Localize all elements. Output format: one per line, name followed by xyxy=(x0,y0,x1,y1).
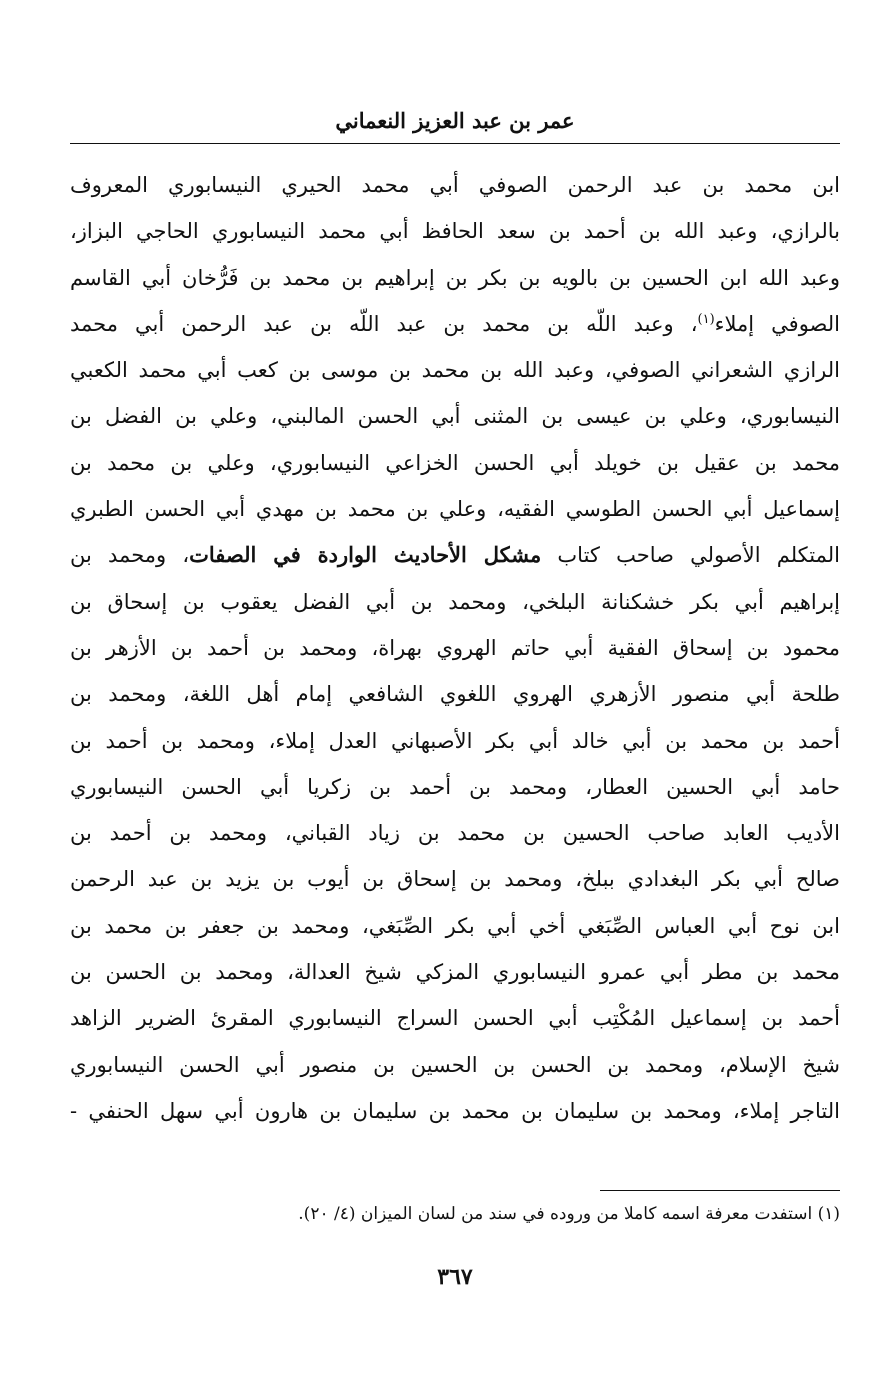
running-header: عمر بن عبد العزيز النعماني xyxy=(335,108,575,133)
footnote-rule xyxy=(600,1190,840,1191)
footnote-reference[interactable]: (١) xyxy=(697,311,715,327)
text-line: أحمد بن إسماعيل المُكْتِب أبي الحسن السراج النيسابوري المقرئ الضرير الزاهد xyxy=(70,1006,840,1031)
text-line xyxy=(70,532,840,578)
text-line: أحمد بن محمد بن أبي خالد أبي بكر الأصبهاني العدل إملاء، ومحمد بن أحمد بن xyxy=(70,728,840,753)
text-segment: الصوفي إملاء xyxy=(714,311,840,336)
text-line: شيخ الإسلام، ومحمد بن الحسن بن الحسين بن منصور أبي الحسن النيسابوري xyxy=(70,1052,840,1077)
text-line: ابن نوح أبي العباس الصِّبَغي أخي أبي بكر الصِّبَغي، ومحمد بن جعفر بن محمد بن xyxy=(70,913,840,938)
text-segment: ، ومحمد بن xyxy=(70,543,190,568)
text-segment: المتكلم الأصولي صاحب كتاب xyxy=(541,543,840,568)
text-line: ابن محمد بن عبد الرحمن الصوفي أبي محمد الحيري النيسابوري المعروف xyxy=(70,173,840,197)
text-line: النيسابوري، وعلي بن عيسى بن المثنى أبي الحسن المالبني، وعلي بن الفضل بن xyxy=(70,404,840,429)
text-line xyxy=(70,301,840,347)
text-line: بالرازي، وعبد الله بن أحمد بن سعد الحافظ أبي محمد النيسابوري الحاجي البزاز، xyxy=(70,219,840,244)
body-text xyxy=(70,162,840,1134)
book-title: مشكل الأحاديث الواردة في الصفات xyxy=(189,542,542,568)
text-line: إسماعيل أبي الحسن الطوسي الفقيه، وعلي بن محمد بن مهدي أبي الحسن الطبري xyxy=(70,497,840,522)
text-line: الرازي الشعراني الصوفي، وعبد الله بن محمد بن موسى بن كعب أبي محمد الكعبي xyxy=(70,358,840,383)
text-line: محمد بن مطر أبي عمرو النيسابوري المزكي شيخ العدالة، ومحمد بن الحسن بن xyxy=(70,960,840,985)
page-number: ٣٦٧ xyxy=(437,1264,473,1290)
text-line: محمود بن إسحاق الفقية أبي حاتم الهروي بهراة، ومحمد بن أحمد بن الأزهر بن xyxy=(70,635,840,660)
text-line: حامد أبي الحسين العطار، ومحمد بن أحمد بن زكريا أبي الحسن النيسابوري xyxy=(70,774,840,799)
header-rule xyxy=(70,143,840,144)
footnote: (١) استفدت معرفة اسمه كاملا من وروده في سند من لسان الميزان (٤/ ٢٠). xyxy=(298,1204,840,1224)
text-line: إبراهيم أبي بكر خشكنانة البلخي، ومحمد بن أبي الفضل يعقوب بن إسحاق بن xyxy=(70,589,840,614)
text-segment: ، وعبد اللّه بن محمد بن عبد اللّه بن عبد الرحمن أبي محمد xyxy=(70,311,698,336)
text-line: التاجر إملاء، ومحمد بن سليمان بن محمد بن سليمان بن هارون أبي سهل الحنفي - xyxy=(70,1098,840,1123)
text-line: الأديب العابد صاحب الحسين بن محمد بن زياد القباني، ومحمد بن أحمد بن xyxy=(70,821,840,846)
text-line: وعبد الله ابن الحسين بن بالويه بن بكر بن إبراهيم بن محمد بن فَرُّخان أبي القاسم xyxy=(70,265,840,290)
text-line: طلحة أبي منصور الأزهري الهروي اللغوي الشافعي إمام أهل اللغة، ومحمد بن xyxy=(70,682,840,707)
text-line: صالح أبي بكر البغدادي ببلخ، ومحمد بن إسحاق بن أيوب بن يزيد بن عبد الرحمن xyxy=(70,867,840,892)
text-line: محمد بن عقيل بن خويلد أبي الحسن الخزاعي النيسابوري، وعلي بن محمد بن xyxy=(70,450,840,475)
